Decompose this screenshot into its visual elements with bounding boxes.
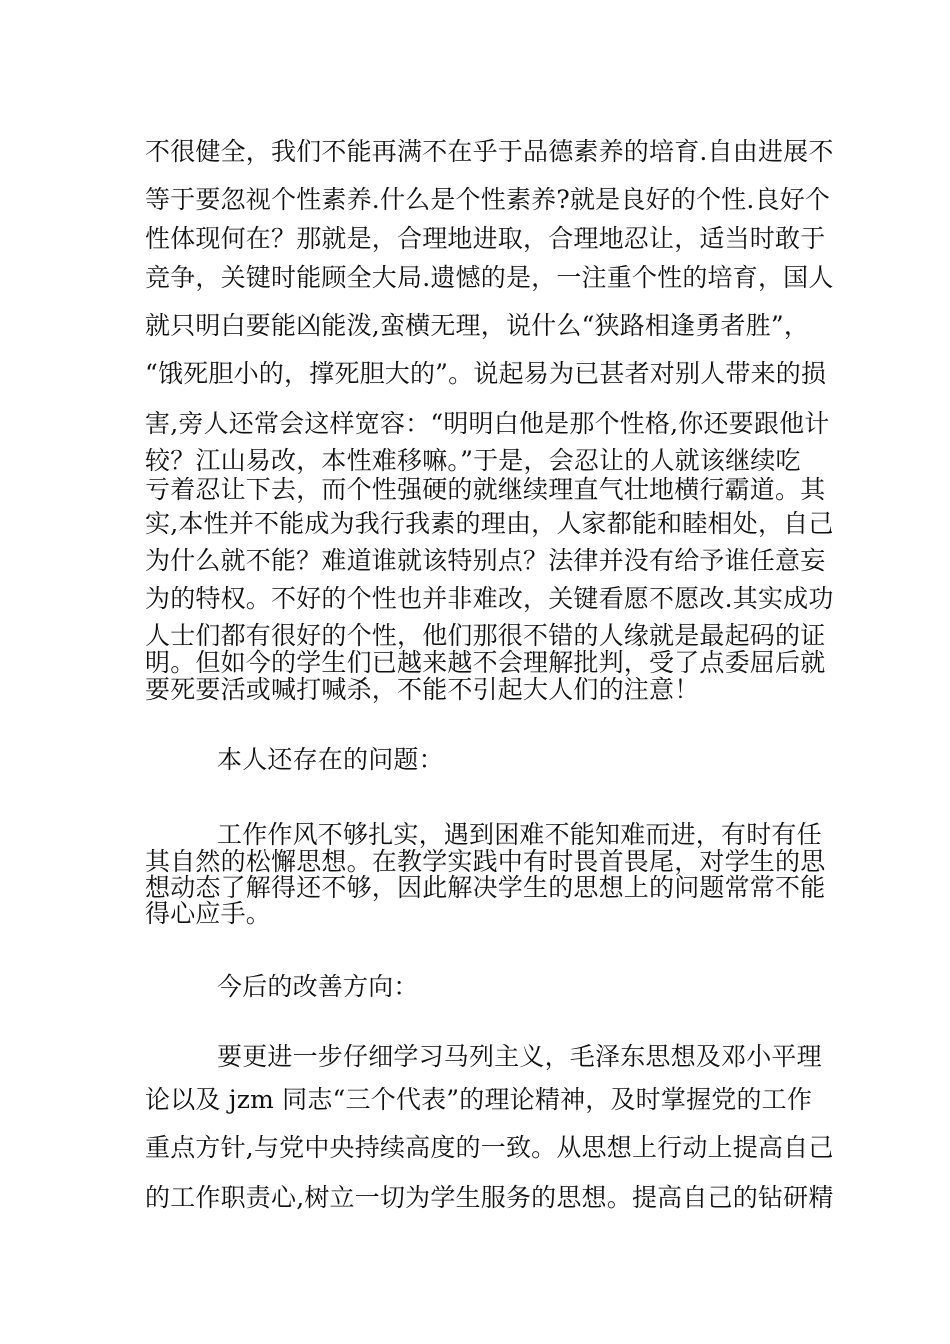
section-heading-improvement: 今后的改善方向： <box>217 972 419 1001</box>
text-line: 要更进一步仔细学习马列主义，毛泽东思想及邓小平理 <box>217 1042 822 1071</box>
text-line: 想动态了解得还不够，因此解决学生的思想上的问题常常不能 <box>145 873 826 902</box>
text-line: 实,本性并不能成为我行我素的理由，人家都能和睦相处，自己 <box>145 509 834 538</box>
text-line: 不很健全，我们不能再满不在乎于品德素养的培育.自由进展不 <box>145 137 834 166</box>
text-line: 要死要活或喊打喊杀，不能不引起大人们的注意！ <box>145 675 700 704</box>
text-line: “饿死胆小的，撑死胆大的”。说起易为已甚者对别人带来的损 <box>145 359 827 388</box>
text-line: 明。但如今的学生们已越来越不会理解批判，受了点委屈后就 <box>145 648 826 677</box>
text-line: 性体现何在？那就是，合理地进取，合理地忍让，适当时敢于 <box>145 224 826 253</box>
text-line: 工作作风不够扎实，遇到困难不能知难而进，有时有任 <box>217 820 822 849</box>
text-line: 害,旁人还常会这样宽容：“明明白他是那个性格,你还要跟他计 <box>145 409 830 438</box>
text-line: 较？江山易改，本性难移嘛。”于是，会忍让的人就该继续吃 <box>145 446 801 475</box>
text-line: 得心应手。 <box>145 899 272 928</box>
text-line: 就只明白要能凶能泼,蛮横无理，说什么“狭路相逢勇者胜”， <box>145 311 810 340</box>
text-line: 论以及 jzm 同志“三个代表”的理论精神，及时掌握党的工作 <box>145 1085 813 1114</box>
section-heading-problems: 本人还存在的问题： <box>217 745 444 774</box>
text-line: 等于要忽视个性素养.什么是个性素养?就是良好的个性.良好个 <box>145 185 831 214</box>
text-line: 为什么就不能？难道谁就该特别点？法律并没有给予谁任意妄 <box>145 546 826 575</box>
text-line: 其自然的松懈思想。在教学实践中有时畏首畏尾，对学生的思 <box>145 847 826 876</box>
text-line: 亏着忍让下去，而个性强硬的就继续理直气壮地横行霸道。其 <box>145 475 826 504</box>
text-line: 竞争，关键时能顾全大局.遗憾的是，一注重个性的培育，国人 <box>145 263 834 292</box>
text-line: 为的特权。不好的个性也并非难改，关键看愿不愿改.其实成功 <box>145 584 834 613</box>
text-line: 的工作职责心,树立一切为学生服务的思想。提高自己的钻研精 <box>145 1183 834 1212</box>
text-line: 人士们都有很好的个性，他们那很不错的人缘就是最起码的证 <box>145 621 826 650</box>
text-line: 重点方针,与党中央持续高度的一致。从思想上行动上提高自己 <box>145 1133 834 1162</box>
